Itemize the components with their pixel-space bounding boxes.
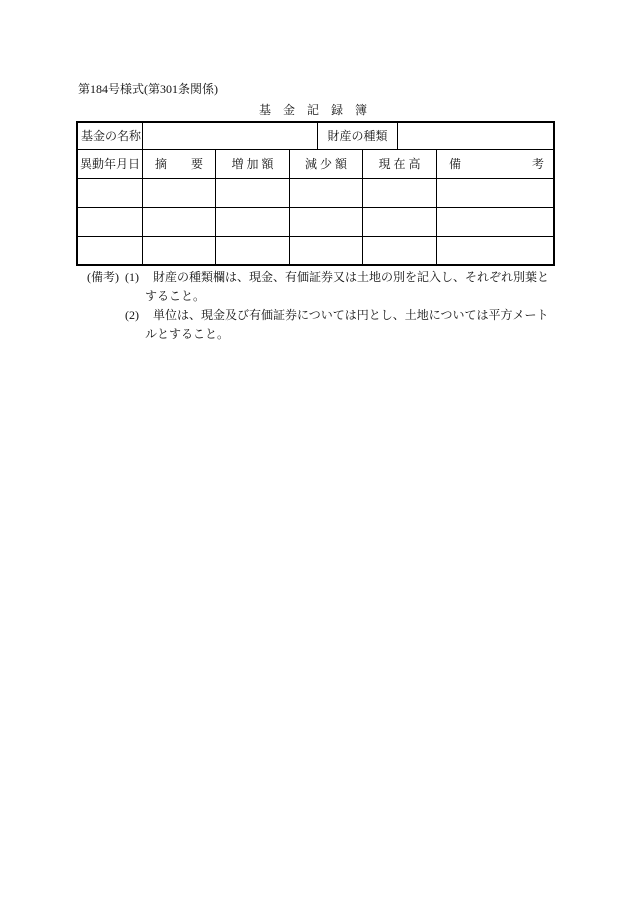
table-cell <box>216 179 290 208</box>
fund-name-label: 基金の名称 <box>78 123 143 150</box>
header-decrease: 減 少 額 <box>290 150 363 179</box>
table-cell <box>290 179 363 208</box>
table-cell <box>78 208 143 237</box>
header-increase: 増 加 額 <box>216 150 290 179</box>
table-cell <box>216 237 290 264</box>
fund-record-table <box>76 121 555 266</box>
table-cell <box>78 237 143 264</box>
table-cell <box>143 237 216 264</box>
header-remarks <box>437 150 553 179</box>
property-type-label: 財産の種類 <box>318 123 398 150</box>
table-cell <box>216 208 290 237</box>
table-cell <box>78 179 143 208</box>
form-number: 第184号様式(第301条関係) <box>78 82 218 96</box>
table-cell <box>363 179 437 208</box>
note-text-line: すること。 <box>145 289 206 303</box>
header-change-date: 異動年月日 <box>78 150 143 179</box>
table-cell <box>143 179 216 208</box>
header-remarks-char-1: 備 <box>449 157 462 171</box>
table-cell <box>437 179 553 208</box>
table-cell <box>290 237 363 264</box>
header-remarks-char-2: 考 <box>531 157 544 171</box>
note-number: (2) <box>125 308 139 322</box>
table-cell <box>437 237 553 264</box>
header-summary: 摘 要 <box>143 150 216 179</box>
notes-label: (備考) <box>87 270 119 284</box>
note-text-line: 単位は、現金及び有価証券については円とし、土地については平方メート <box>153 308 549 322</box>
note-text-line: 財産の種類欄は、現金、有価証券又は土地の別を記入し、それぞれ別葉と <box>153 270 550 284</box>
note-number: (1) <box>125 270 139 284</box>
table-cell <box>437 208 553 237</box>
header-current-balance: 現 在 高 <box>363 150 437 179</box>
note-text-line: ルとすること。 <box>145 327 230 341</box>
fund-name-value <box>143 123 318 150</box>
table-cell <box>290 208 363 237</box>
table-cell <box>143 208 216 237</box>
document-title: 基 金 記 録 簿 <box>259 103 368 117</box>
table-cell <box>363 237 437 264</box>
table-cell <box>363 208 437 237</box>
property-type-value <box>398 123 553 150</box>
